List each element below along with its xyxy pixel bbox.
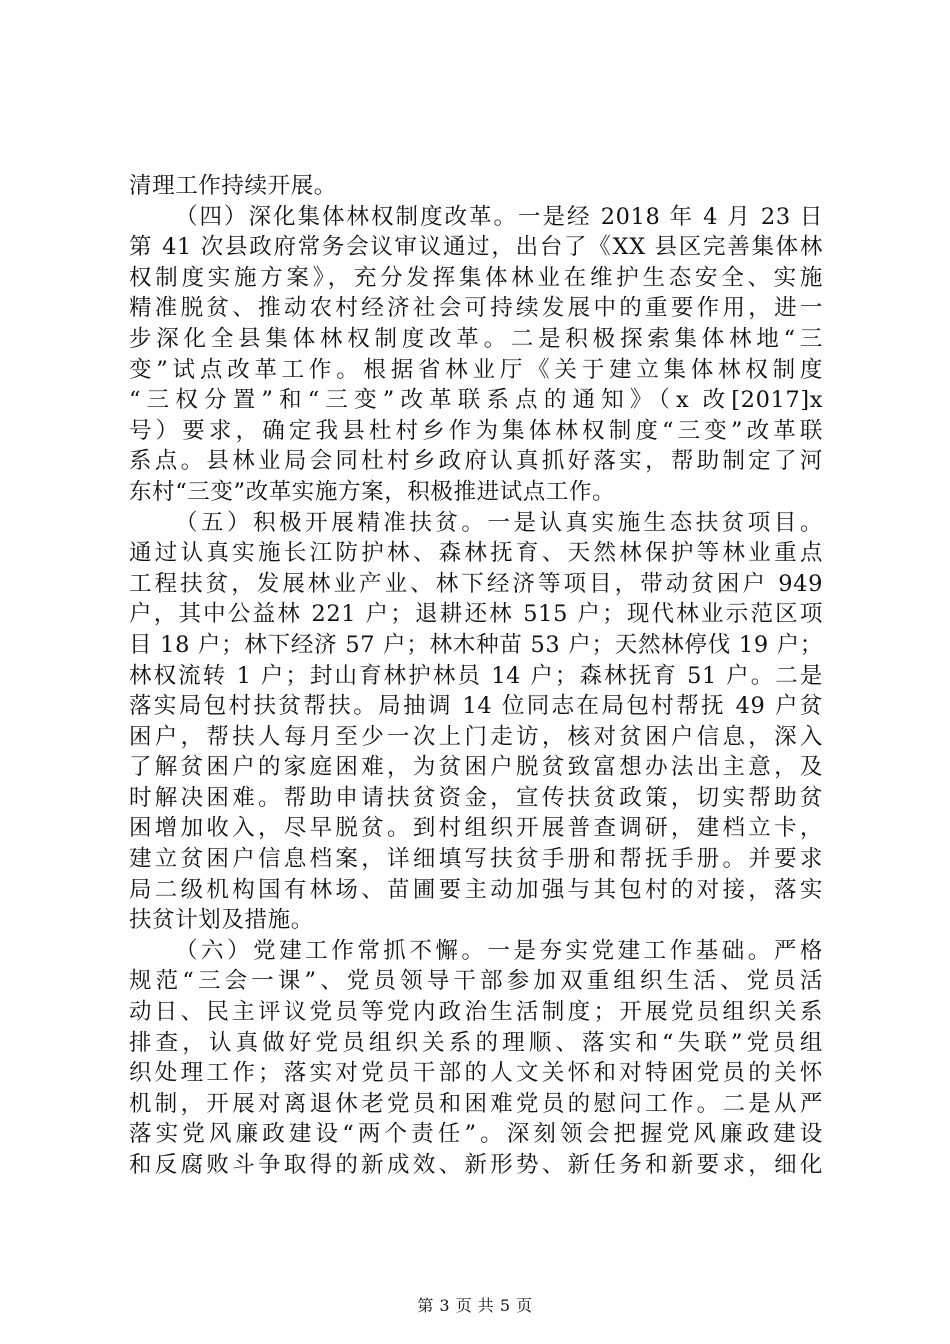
text-line: 户，其中公益林 221 户；退耕还林 515 户；现代林业示范区项 [129,601,823,628]
text-line: 和反腐败斗争取得的新成效、新形势、新任务和新要求，细化 [129,1152,823,1178]
text-line: 动日、民主评议党员等党内政治生活制度；开展党员组织关系 [129,999,823,1026]
text-line: 系点。县林业局会同杜村乡政府认真抓好落实，帮助制定了河 [129,448,823,475]
text-line: 织处理工作；落实对党员干部的人文关怀和对特困党员的关怀 [129,1060,823,1087]
text-line: 困增加收入，尽早脱贫。到村组织开展普查调研，建档立卡， [129,815,823,842]
text-line: 落实党风廉政建设“两个责任”。深刻领会把握党风廉政建设 [129,1121,823,1148]
text-line: 变”试点改革工作。根据省林业厅《关于建立集体林权制度 [129,356,823,383]
text-line: 通过认真实施长江防护林、森林抚育、天然林保护等林业重点 [129,540,823,567]
text-line: 精准脱贫、推动农村经济社会可持续发展中的重要作用，进一 [129,295,823,322]
text-line: 权制度实施方案》，充分发挥集体林业在维护生态安全、实施 [129,264,823,291]
text-line: 清理工作持续开展。 [129,173,337,199]
page-footer: 第 3 页 共 5 页 [417,1296,533,1315]
text-line: 号）要求，确定我县杜村乡作为集体林权制度“三变”改革联 [129,417,823,444]
text-line: 困户，帮扶人每月至少一次上门走访，核对贫困户信息，深入 [129,723,823,750]
text-line: 落实局包村扶贫帮扶。局抽调 14 位同志在局包村帮抚 49 户贫 [129,693,823,720]
text-line: 排查，认真做好党员组织关系的理顺、落实和“失联”党员组 [129,1029,823,1056]
document-body [129,171,823,1181]
text-line: 步深化全县集体林权制度改革。二是积极探索集体林地“三 [129,325,823,352]
text-line: 目 18 户；林下经济 57 户；林木种苗 53 户；天然林停伐 19 户； [129,631,823,658]
text-line: 第 41 次县政府常务会议审议通过，出台了《XX 县区完善集体林 [129,234,823,261]
text-line: 林权流转 1 户；封山育林护林员 14 户；森林抚育 51 户。二是 [129,662,823,689]
text-line: 了解贫困户的家庭困难，为贫困户脱贫致富想办法出主意，及 [129,754,823,781]
text-line: 规范“三会一课”、党员领导干部参加双重组织生活、党员活 [129,968,823,995]
text-line: 机制，开展对离退休老党员和困难党员的慰问工作。二是从严 [129,1090,823,1117]
text-line: “三权分置”和“三变”改革联系点的通知》（x 改[2017]x [129,387,823,414]
text-line: 工程扶贫，发展林业产业、林下经济等项目，带动贫困户 949 [129,570,823,597]
text-line: 扶贫计划及措施。 [129,907,314,934]
paragraph-first-line: （四）深化集体林权制度改革。一是经 2018 年 4 月 23 日 [175,203,823,230]
paragraph-first-line: （六）党建工作常抓不懈。一是夯实党建工作基础。严格 [175,937,823,964]
text-line: 时解决困难。帮助申请扶贫资金，宣传扶贫政策，切实帮助贫 [129,784,823,811]
text-line: 东村“三变”改革实施方案，积极推进试点工作。 [129,478,616,505]
paragraph-first-line: （五）积极开展精准扶贫。一是认真实施生态扶贫项目。 [175,509,823,536]
text-line: 局二级机构国有林场、苗圃要主动加强与其包村的对接，落实 [129,876,823,903]
text-line: 建立贫困户信息档案，详细填写扶贫手册和帮抚手册。并要求 [129,846,823,873]
